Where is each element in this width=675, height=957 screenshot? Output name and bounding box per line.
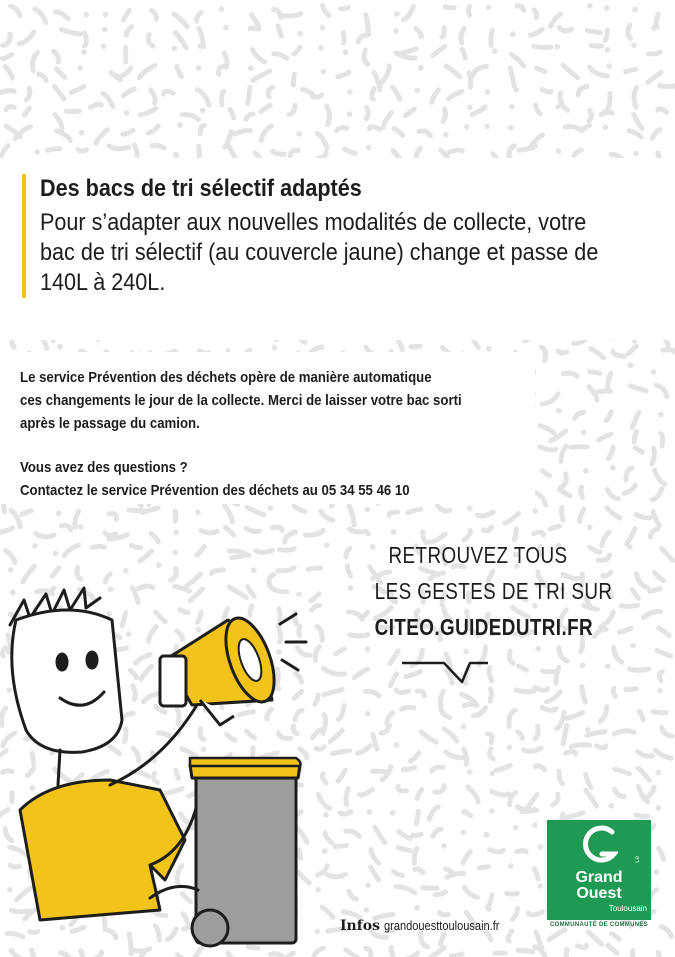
- headline-title: Des bacs de tri sélectif adaptés: [40, 175, 362, 202]
- logo-ouest-text: Ouest: [576, 885, 622, 902]
- info-paragraph-line: ces changements le jour de la collecte. Merci de laisser votre bac sorti: [20, 392, 462, 409]
- logo-toulousain-text: Toulousain: [608, 904, 647, 913]
- infos-footer: [340, 918, 519, 934]
- headline-callout: [22, 174, 660, 298]
- yellow-lid-bin-icon: [190, 758, 301, 946]
- cta-line: RETROUVEZ TOUS: [388, 542, 568, 568]
- info-paragraph: [20, 366, 580, 435]
- logo-g-mark-icon: [582, 824, 618, 868]
- logo-caption: COMMUNAUTÉ DE COMMUNES: [550, 922, 648, 928]
- megaphone-icon: [160, 612, 284, 725]
- cta-website-link[interactable]: CITEO.GUIDEDUTRI.FR: [374, 614, 594, 640]
- headline-body: Pour s’adapter aux nouvelles modalités de collecte, votre bac de tri sélectif (au couvercle jaune) change et passe de 140L à 240L.: [40, 209, 599, 296]
- cta-line: LES GESTES DE TRI SUR: [374, 578, 613, 604]
- question-text: Vous avez des questions ?: [20, 459, 188, 476]
- shirt-shape: [20, 780, 185, 920]
- logo-grand-text: Grand: [575, 869, 623, 886]
- info-paragraph-line: après le passage du camion.: [20, 415, 200, 432]
- grand-ouest-toulousain-logo: [547, 820, 651, 920]
- contact-text: Contactez le service Prévention des déchets au 05 34 55 46 10: [20, 482, 410, 499]
- logo-le-text: Le: [635, 856, 641, 863]
- character-with-megaphone-illustration: [0, 580, 340, 957]
- speech-bubble-tail-icon: [400, 660, 490, 684]
- infos-label: Infos: [340, 918, 380, 934]
- info-paragraph-line: Le service Prévention des déchets opère de manière automatique: [20, 369, 432, 386]
- infos-website-link[interactable]: grandouesttoulousain.fr: [383, 918, 500, 933]
- contact-block: [20, 456, 580, 502]
- recycling-guide-callout: [352, 537, 613, 645]
